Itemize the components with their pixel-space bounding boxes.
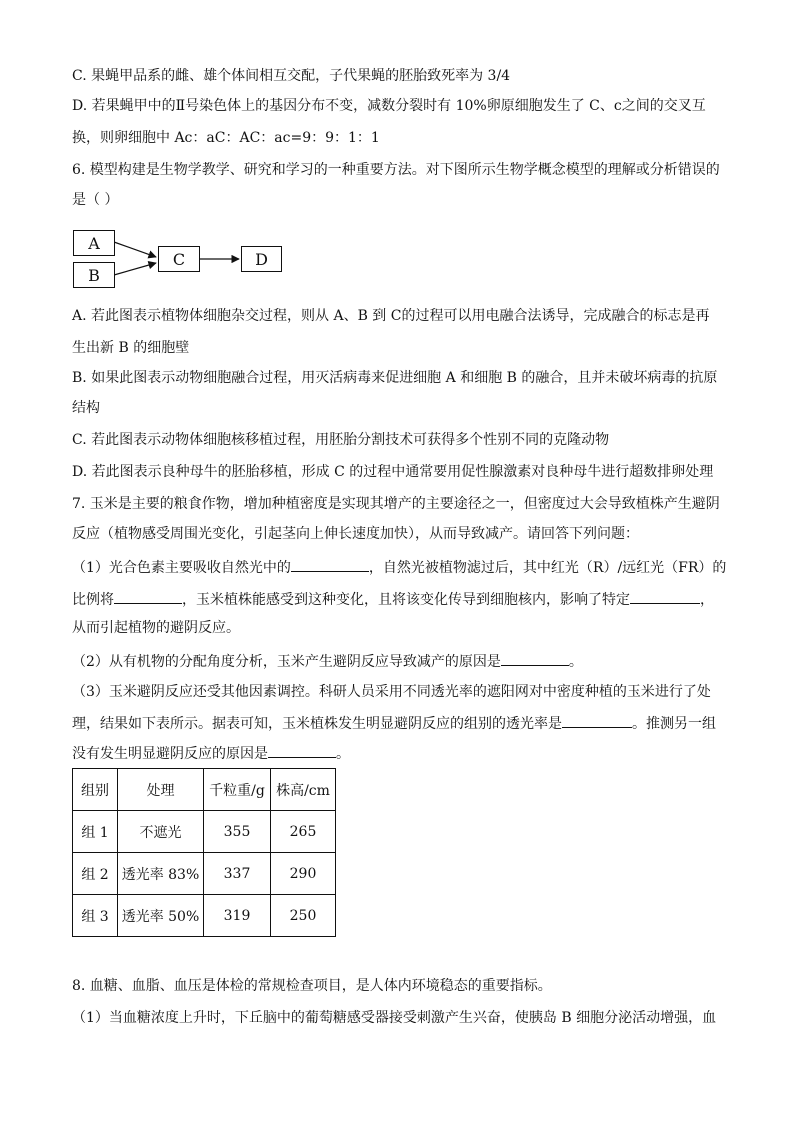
q7-part1-text-e: ，	[700, 592, 714, 608]
q7-part2-text-a: （2）从有机物的分配角度分析，玉米产生避阴反应导致减产的原因是	[72, 654, 501, 670]
q7-part3-text-d: 。	[336, 746, 350, 762]
option-b-q6-line1: B. 如果此图表示动物细胞融合过程，用灭活病毒来促进细胞 A 和细胞 B 的融合，且并未破坏病毒的抗原	[72, 370, 718, 386]
answer-blank-2[interactable]	[114, 588, 182, 604]
table-row	[73, 853, 336, 895]
option-d-q5-line2: 换，则卵细胞中 Ac：aC：AC：ac=9：9：1：1	[72, 130, 380, 146]
header-cell-group: 组别	[73, 769, 118, 811]
header-cell-plant-height: 株高/cm	[271, 769, 336, 811]
q7-part1-text-a: （1）光合色素主要吸收自然光中的	[72, 560, 291, 576]
answer-blank-4[interactable]	[501, 650, 569, 666]
question-7-stem-line1: 7. 玉米是主要的粮食作物，增加种植密度是实现其增产的主要途径之一，但密度过大会导致植株产生避阴	[72, 496, 720, 512]
box-a: A	[73, 230, 115, 256]
answer-blank-5[interactable]	[562, 712, 632, 728]
answer-blank-3[interactable]	[630, 588, 700, 604]
concept-model-diagram	[72, 226, 302, 292]
box-b: B	[73, 262, 115, 288]
box-d: D	[241, 246, 282, 272]
table-cell: 透光率 50%	[118, 895, 204, 937]
question-7-part1-line2	[72, 588, 714, 610]
q7-part1-text-c: 比例将	[72, 592, 114, 608]
table-row	[73, 895, 336, 937]
table-cell: 250	[271, 895, 336, 937]
question-8-stem: 8. 血糖、血脂、血压是体检的常规检查项目，是人体内环境稳态的重要指标。	[72, 978, 552, 994]
table-cell: 组 3	[73, 895, 118, 937]
arrow-a-to-c	[114, 242, 156, 257]
question-7-part1-line3: 从而引起植物的避阴反应。	[72, 620, 240, 636]
header-cell-treatment: 处理	[118, 769, 204, 811]
header-cell-grain-weight: 千粒重/g	[204, 769, 271, 811]
answer-blank-1[interactable]	[291, 556, 369, 572]
option-a-q6-line2: 生出新 B 的细胞壁	[72, 340, 190, 356]
q7-part2-text-b: 。	[568, 654, 583, 670]
q7-part3-text-c: 没有发生明显避阴反应的原因是	[72, 746, 268, 762]
box-c: C	[158, 246, 200, 272]
q7-part3-text-a: 理，结果如下表所示。据表可知，玉米植株发生明显避阴反应的组别的透光率是	[72, 716, 562, 732]
arrow-b-to-c	[114, 263, 156, 275]
question-7-part1-line1	[72, 556, 726, 578]
table-cell: 组 1	[73, 811, 118, 853]
option-d-q5-line1: D. 若果蝇甲中的Ⅱ号染色体上的基因分布不变，减数分裂时有 10%卵原细胞发生了 C、c之间的交叉互	[72, 98, 706, 114]
table-cell: 透光率 83%	[118, 853, 204, 895]
question-7-part3-line3	[72, 742, 350, 764]
table-cell: 355	[204, 811, 271, 853]
question-6-stem-line1: 6. 模型构建是生物学教学、研究和学习的一种重要方法。对下图所示生物学概念模型的理解或分析错误的	[72, 162, 720, 178]
option-c-q5: C. 果蝇甲品系的雌、雄个体间相互交配，子代果蝇的胚胎致死率为 3/4	[72, 68, 511, 84]
shading-results-table	[72, 768, 336, 937]
question-7-part3-line2	[72, 712, 716, 734]
option-d-q6: D. 若此图表示良种母牛的胚胎移植，形成 C 的过程中通常要用促性腺激素对良种母牛进行超数排卵处理	[72, 464, 714, 480]
q7-part1-text-d: ，玉米植株能感受到这种变化，且将该变化传导到细胞核内，影响了特定	[182, 592, 630, 608]
option-a-q6-line1: A. 若此图表示植物体细胞杂交过程，则从 A、B 到 C的过程可以用电融合法诱导，完成融合的标志是再	[72, 308, 710, 324]
option-b-q6-line2: 结构	[72, 400, 100, 416]
answer-blank-6[interactable]	[268, 742, 336, 758]
table-cell: 不遮光	[118, 811, 204, 853]
option-c-q6: C. 若此图表示动物体细胞核移植过程，用胚胎分割技术可获得多个性别不同的克隆动物	[72, 432, 610, 448]
question-7-stem-line2: 反应（植物感受周围光变化，引起茎向上伸长速度加快），从而导致减产。请回答下列问题：	[72, 526, 639, 542]
table-cell: 290	[271, 853, 336, 895]
table-cell: 组 2	[73, 853, 118, 895]
table-cell: 265	[271, 811, 336, 853]
question-7-part3-line1: （3）玉米避阴反应还受其他因素调控。科研人员采用不同透光率的遮阳网对中密度种植的玉米进行了处	[72, 684, 711, 700]
q7-part1-text-b: ，自然光被植物滤过后，其中红光（R）/远红光（FR）的	[368, 560, 727, 576]
question-8-part1-line1: （1）当血糖浓度上升时，下丘脑中的葡萄糖感受器接受刺激产生兴奋，使胰岛 B 细胞分泌活动增强，血	[72, 1010, 717, 1026]
table-cell: 337	[204, 853, 271, 895]
q7-part3-text-b: 。推测另一组	[632, 716, 716, 732]
question-6-stem-line2: 是（ ）	[72, 192, 119, 208]
table-row	[73, 811, 336, 853]
table-header-row	[73, 769, 336, 811]
question-7-part2	[72, 650, 583, 672]
table-cell: 319	[204, 895, 271, 937]
